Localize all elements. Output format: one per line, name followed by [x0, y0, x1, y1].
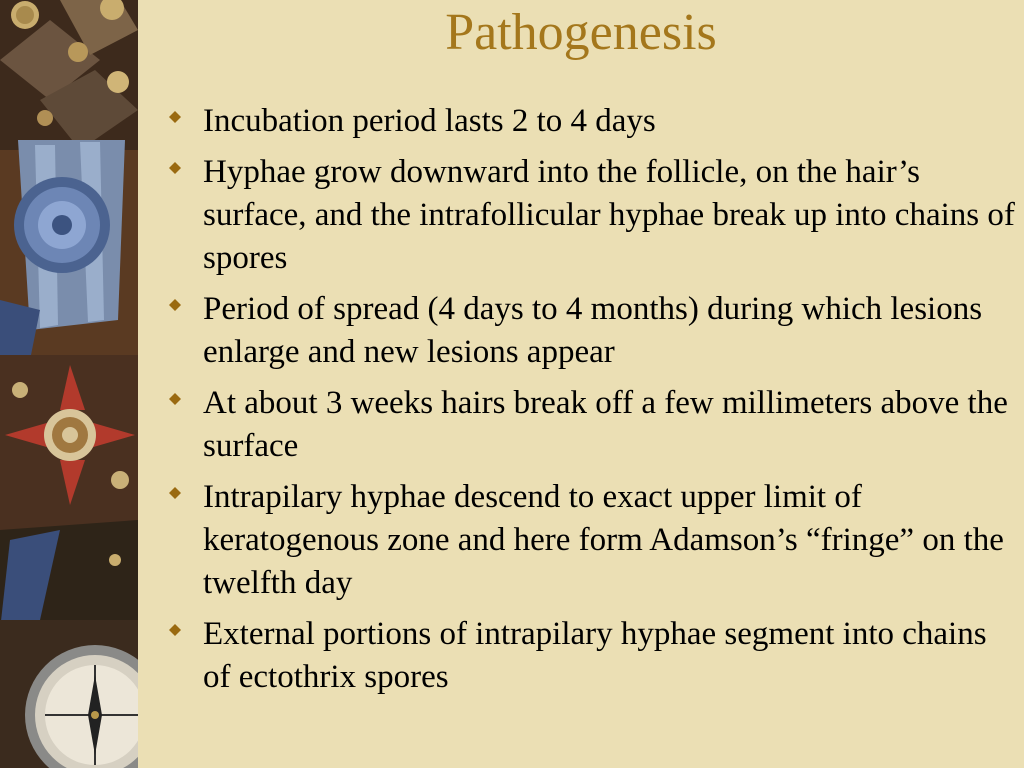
diamond-bullet-icon — [169, 487, 181, 499]
diamond-bullet-icon — [169, 393, 181, 405]
bullet-text: Intrapilary hyphae descend to exact upper limit of keratogenous zone and here form Adamson’s “fringe” on the twelfth day — [203, 479, 1004, 601]
list-item — [166, 476, 1016, 605]
bullet-text: Period of spread (4 days to 4 months) during which lesions enlarge and new lesions appear — [203, 291, 983, 370]
diamond-bullet-icon — [169, 624, 181, 636]
diamond-bullet-icon — [169, 162, 181, 174]
bullet-text: At about 3 weeks hairs break off a few millimeters above the surface — [203, 385, 1008, 464]
bullet-text: External portions of intrapilary hyphae segment into chains of ectothrix spores — [203, 616, 987, 695]
list-item — [166, 288, 1016, 374]
bullet-text: Hyphae grow downward into the follicle, on the hair’s surface, and the intrafollicular hyphae break up into chains of spores — [203, 154, 1015, 276]
bullet-text: Incubation period lasts 2 to 4 days — [203, 103, 656, 139]
diamond-bullet-icon — [169, 299, 181, 311]
slide-title: Pathogenesis — [445, 4, 717, 61]
list-item — [166, 613, 1016, 699]
bullet-list — [166, 100, 1016, 707]
medal-collage-icon — [0, 0, 138, 768]
diamond-bullet-icon — [169, 111, 181, 123]
list-item — [166, 100, 1016, 143]
list-item — [166, 382, 1016, 468]
decorative-medal-collage — [0, 0, 138, 768]
list-item — [166, 151, 1016, 280]
